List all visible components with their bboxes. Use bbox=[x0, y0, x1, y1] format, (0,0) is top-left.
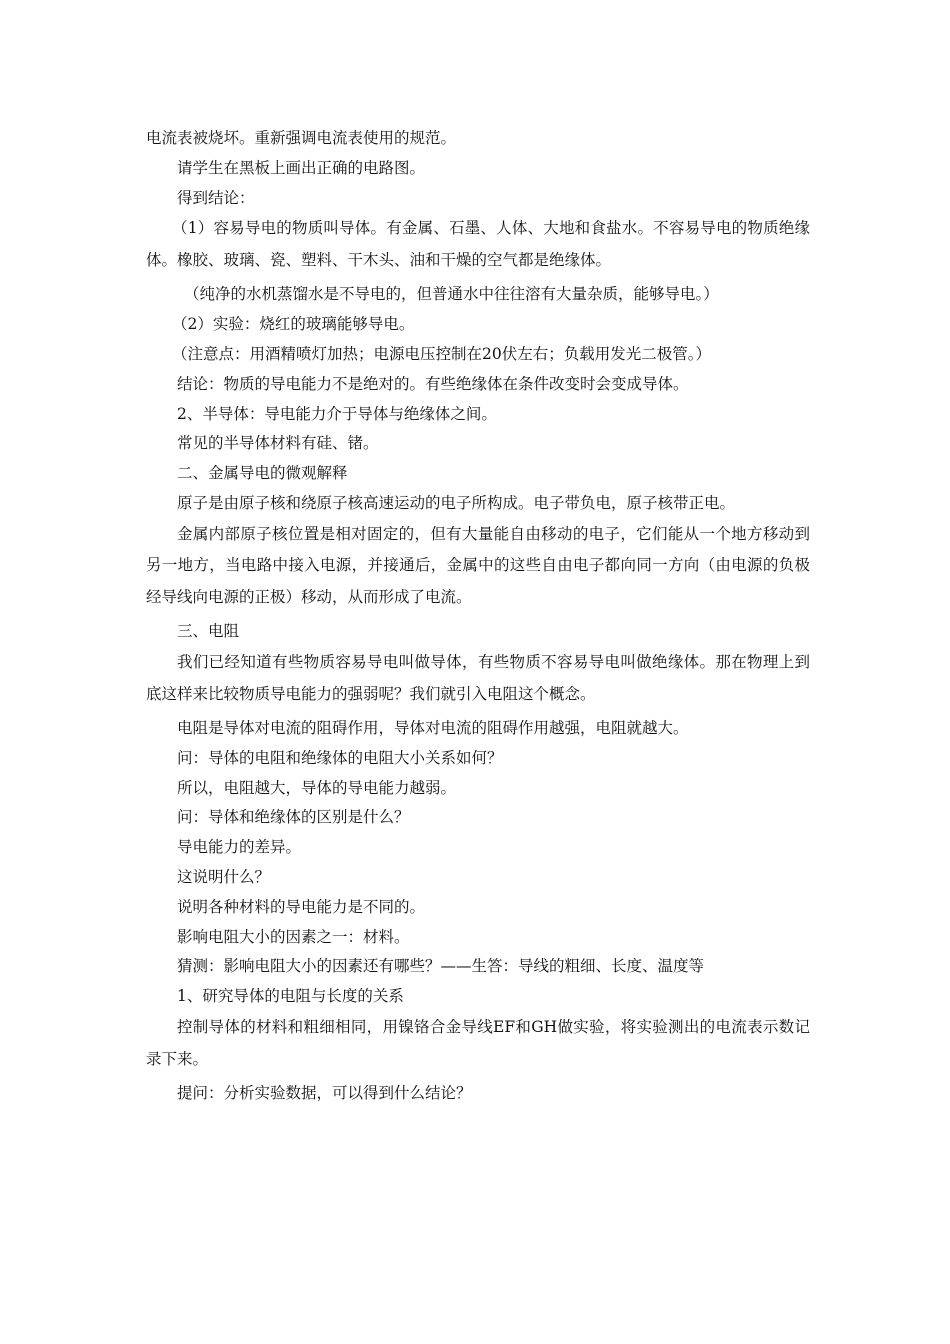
paragraph-12: 原子是由原子核和绕原子核高速运动的电子所构成。电子带负电，原子核带正电。 bbox=[177, 493, 736, 512]
paragraph-3: 得到结论： bbox=[177, 188, 255, 207]
paragraph-6: （2）实验：烧红的玻璃能够导电。 bbox=[172, 315, 415, 334]
paragraph-23: 影响电阻大小的因素之一：材料。 bbox=[177, 927, 410, 946]
paragraph-17: 问：导体的电阻和绝缘体的电阻大小关系如何？ bbox=[177, 748, 503, 767]
paragraph-19: 问：导体和绝缘体的区别是什么？ bbox=[177, 808, 410, 827]
paragraph-25: 1、研究导体的电阻与长度的关系 bbox=[177, 987, 404, 1006]
paragraph-2: 请学生在黑板上画出正确的电路图。 bbox=[177, 158, 426, 177]
section-heading-3: 三、电阻 bbox=[177, 622, 240, 641]
paragraph-4: （1）容易导电的物质叫导体。有金属、石墨、人体、大地和食盐水。不容易导电的物质绝缘体。橡胶、玻璃、瓷、塑料、干木头、油和干燥的空气都是绝缘体。 bbox=[146, 219, 810, 269]
paragraph-5: （纯净的水机蒸馏水是不导电的，但普通水中往往溶有大量杂质，能够导电。） bbox=[184, 285, 719, 304]
paragraph-8: 结论：物质的导电能力不是绝对的。有些绝缘体在条件改变时会变成导体。 bbox=[177, 374, 689, 393]
paragraph-7: （注意点：用酒精喷灯加热；电源电压控制在20伏左右；负载用发光二极管。） bbox=[172, 344, 711, 363]
document-body bbox=[146, 124, 810, 1109]
paragraph-20: 导电能力的差异。 bbox=[177, 838, 302, 857]
paragraph-13: 金属内部原子核位置是相对固定的，但有大量能自由移动的电子，它们能从一个地方移动到另一地方，当电路中接入电源，并接通后，金属中的这些自由电子都向同一方向（由电源的负极经导线向电源的正极）移动，从而形成了电流。 bbox=[146, 524, 810, 606]
paragraph-26: 控制导体的材料和粗细相同，用镍铬合金导线EF和GH做实验，将实验测出的电流表示数记录下来。 bbox=[146, 1018, 810, 1068]
paragraph-10: 常见的半导体材料有硅、锗。 bbox=[177, 434, 379, 453]
paragraph-21: 这说明什么？ bbox=[177, 868, 271, 887]
section-heading-2: 二、金属导电的微观解释 bbox=[177, 464, 348, 483]
paragraph-9: 2、半导体：导电能力介于导体与绝缘体之间。 bbox=[177, 404, 497, 423]
paragraph-27: 提问：分析实验数据，可以得到什么结论？ bbox=[177, 1084, 472, 1103]
paragraph-24: 猜测：影响电阻大小的因素还有哪些？——生答：导线的粗细、长度、温度等 bbox=[177, 957, 705, 976]
paragraph-22: 说明各种材料的导电能力是不同的。 bbox=[177, 897, 426, 916]
paragraph-1: 电流表被烧坏。重新强调电流表使用的规范。 bbox=[146, 129, 457, 147]
paragraph-18: 所以，电阻越大，导体的导电能力越弱。 bbox=[177, 778, 457, 797]
paragraph-15: 我们已经知道有些物质容易导电叫做导体，有些物质不容易导电叫做绝缘体。那在物理上到底这样来比较物质导电能力的强弱呢？我们就引入电阻这个概念。 bbox=[146, 653, 810, 703]
paragraph-16: 电阻是导体对电流的阻碍作用，导体对电流的阻碍作用越强，电阻就越大。 bbox=[177, 719, 689, 738]
